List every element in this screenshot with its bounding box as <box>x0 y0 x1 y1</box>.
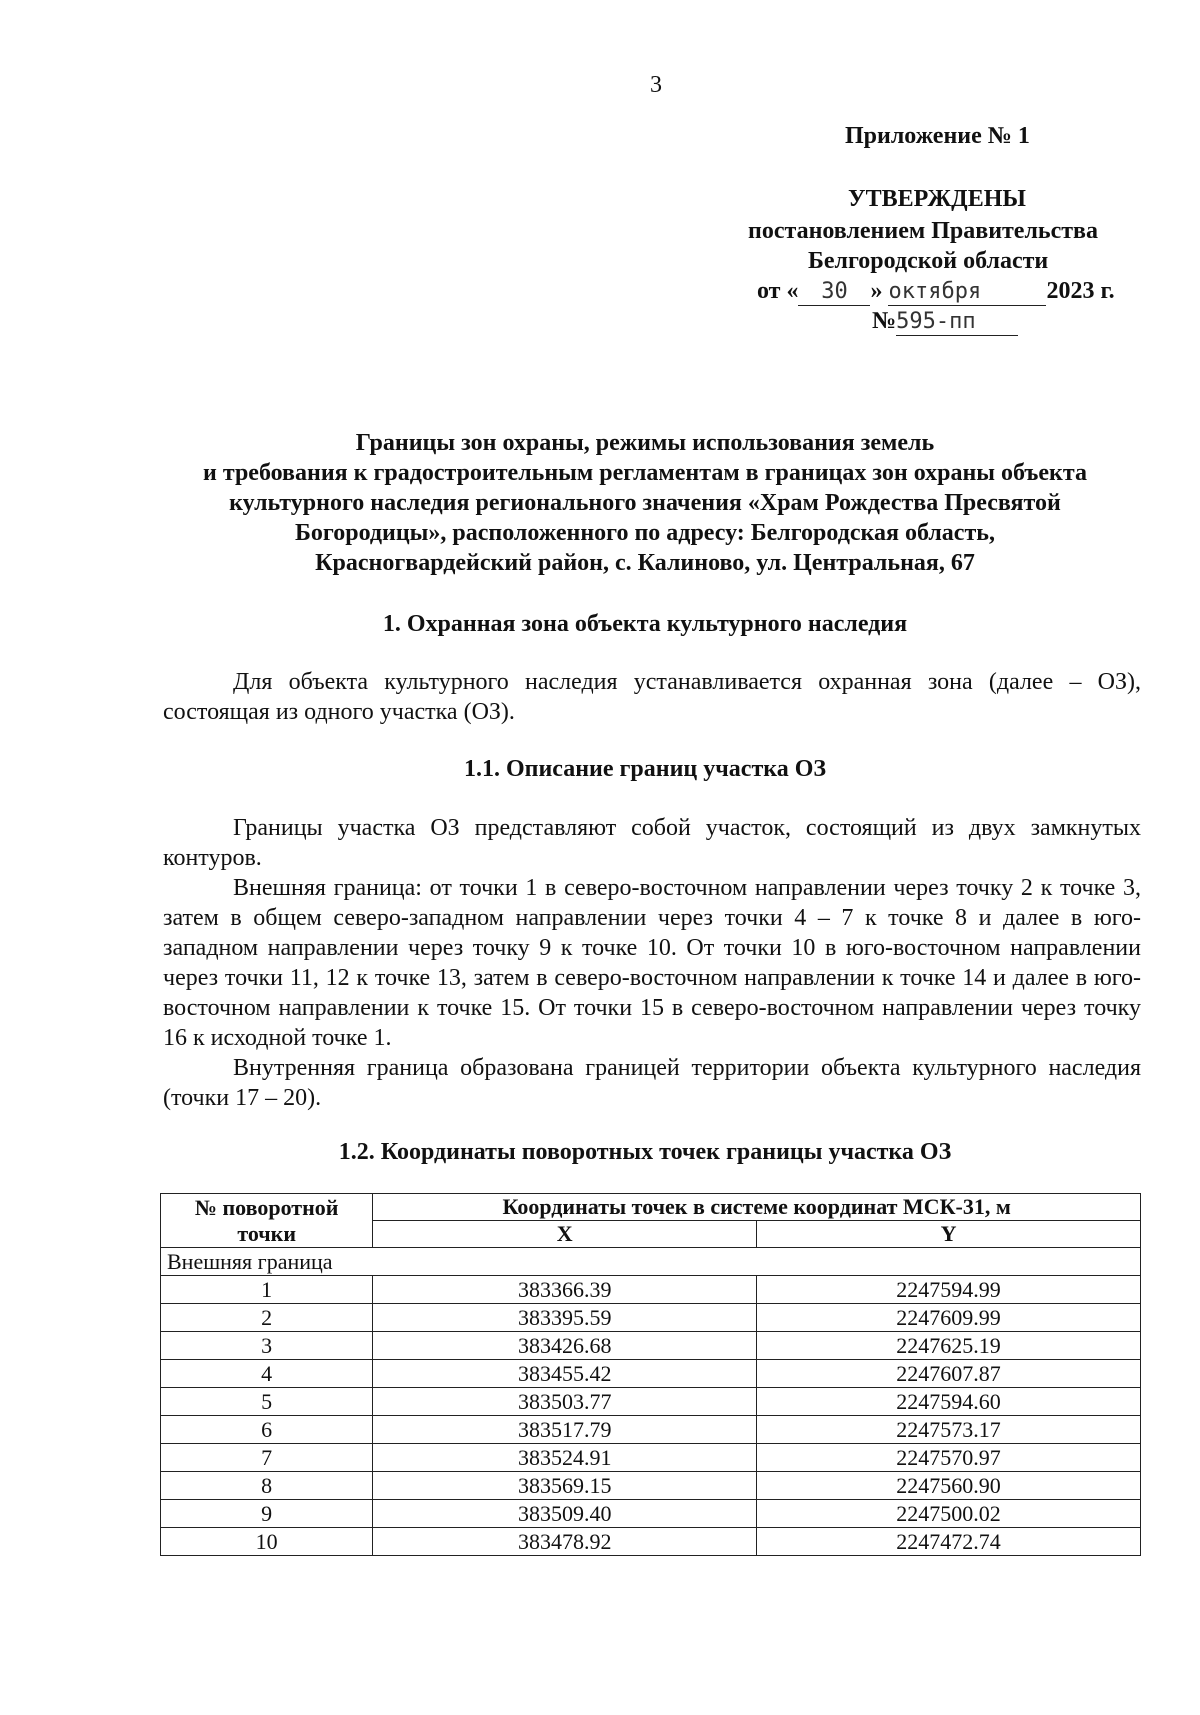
approval-number <box>872 306 1018 336</box>
section1-1-paragraph3: Внутренняя граница образована границей территории объекта культурного наследия (точки 17 – 20). <box>163 1055 1141 1111</box>
section1-heading: 1. Охранная зона объекта культурного наследия <box>382 611 908 637</box>
approved-label: УТВЕРЖДЕНЫ <box>848 186 1026 212</box>
x-coordinate-cell: 383478.92 <box>373 1528 757 1556</box>
x-coordinate-cell: 383455.42 <box>373 1360 757 1388</box>
point-number-cell: 4 <box>161 1360 373 1388</box>
title-line4: Богородицы», расположенного по адресу: Белгородская область, <box>295 520 995 546</box>
date-mid: » <box>870 278 883 304</box>
section-label-outer-boundary: Внешняя граница <box>161 1248 1141 1276</box>
table-row <box>161 1528 1141 1556</box>
table-row <box>161 1360 1141 1388</box>
date-year: 2023 г. <box>1046 278 1115 304</box>
y-coordinate-cell: 2247607.87 <box>757 1360 1141 1388</box>
y-coordinate-cell: 2247594.60 <box>757 1388 1141 1416</box>
header-x: X <box>373 1221 757 1248</box>
point-number-cell: 7 <box>161 1444 373 1472</box>
header-y: Y <box>757 1221 1141 1248</box>
table-row <box>161 1500 1141 1528</box>
table-row <box>161 1444 1141 1472</box>
y-coordinate-cell: 2247625.19 <box>757 1332 1141 1360</box>
y-coordinate-cell: 2247500.02 <box>757 1500 1141 1528</box>
date-day: 30 <box>798 279 870 306</box>
section1-1-paragraph1: Границы участка ОЗ представляют собой участок, состоящий из двух замкнутых контуров. <box>163 815 1141 871</box>
appendix-label: Приложение № 1 <box>845 123 1030 149</box>
y-coordinate-cell: 2247594.99 <box>757 1276 1141 1304</box>
approval-date <box>757 276 1115 306</box>
number-prefix: № <box>872 308 897 334</box>
x-coordinate-cell: 383569.15 <box>373 1472 757 1500</box>
document-title <box>150 428 1140 578</box>
point-number-cell: 5 <box>161 1388 373 1416</box>
approved-by-line1: постановлением Правительства <box>748 218 1099 244</box>
x-coordinate-cell: 383426.68 <box>373 1332 757 1360</box>
y-coordinate-cell: 2247609.99 <box>757 1304 1141 1332</box>
point-number-cell: 2 <box>161 1304 373 1332</box>
number-value: 595-пп <box>896 309 1018 336</box>
section1-1-heading: 1.1. Описание границ участка ОЗ <box>463 756 827 782</box>
x-coordinate-cell: 383395.59 <box>373 1304 757 1332</box>
page-number: 3 <box>650 72 662 98</box>
header-coordinates: Координаты точек в системе координат МСК-31, м <box>373 1194 1141 1221</box>
x-coordinate-cell: 383517.79 <box>373 1416 757 1444</box>
y-coordinate-cell: 2247560.90 <box>757 1472 1141 1500</box>
point-number-cell: 10 <box>161 1528 373 1556</box>
header-point-number: № поворотной точки <box>161 1194 373 1248</box>
approved-by-line2: Белгородской области <box>808 248 1049 274</box>
table-row <box>161 1304 1141 1332</box>
section1-1-paragraph2: Внешняя граница: от точки 1 в северо-восточном направлении через точку 2 к точке 3, затем в общем северо-западном направлении через точки 4 – 7 к точке 8 и далее в юго-западном направлении через точку 9 к точке 10. От точки 10 в юго-восточном направлении через точки 11, 12 к точке 13, затем в северо-восточном направлении к точке 14 и далее в юго-восточном направлении к точке 15. От точки 15 в северо-восточном направлении через точку 16 к исходной точке 1. <box>163 875 1141 1051</box>
date-prefix: от « <box>757 278 799 304</box>
date-month: октября <box>888 279 1046 306</box>
x-coordinate-cell: 383524.91 <box>373 1444 757 1472</box>
point-number-cell: 9 <box>161 1500 373 1528</box>
title-line1: Границы зон охраны, режимы использования земель <box>355 430 935 456</box>
point-number-cell: 6 <box>161 1416 373 1444</box>
x-coordinate-cell: 383503.77 <box>373 1388 757 1416</box>
y-coordinate-cell: 2247570.97 <box>757 1444 1141 1472</box>
title-line2: и требования к градостроительным регламентам в границах зон охраны объекта <box>203 460 1087 486</box>
table-row <box>161 1388 1141 1416</box>
table-row <box>161 1416 1141 1444</box>
title-line3: культурного наследия регионального значения «Храм Рождества Пресвятой <box>229 490 1061 516</box>
table-row <box>161 1276 1141 1304</box>
x-coordinate-cell: 383366.39 <box>373 1276 757 1304</box>
title-line5: Красногвардейский район, с. Калиново, ул. Центральная, 67 <box>315 550 975 576</box>
table-row <box>161 1332 1141 1360</box>
x-coordinate-cell: 383509.40 <box>373 1500 757 1528</box>
y-coordinate-cell: 2247472.74 <box>757 1528 1141 1556</box>
table-section-row <box>161 1248 1141 1276</box>
section1-2-heading: 1.2. Координаты поворотных точек границы участка ОЗ <box>338 1139 952 1165</box>
y-coordinate-cell: 2247573.17 <box>757 1416 1141 1444</box>
section1-text: Для объекта культурного наследия устанавливается охранная зона (далее – ОЗ), состоящая из одного участка (ОЗ). <box>163 669 1141 725</box>
point-number-cell: 3 <box>161 1332 373 1360</box>
coordinates-table <box>160 1193 1141 1556</box>
table-row <box>161 1472 1141 1500</box>
point-number-cell: 8 <box>161 1472 373 1500</box>
point-number-cell: 1 <box>161 1276 373 1304</box>
